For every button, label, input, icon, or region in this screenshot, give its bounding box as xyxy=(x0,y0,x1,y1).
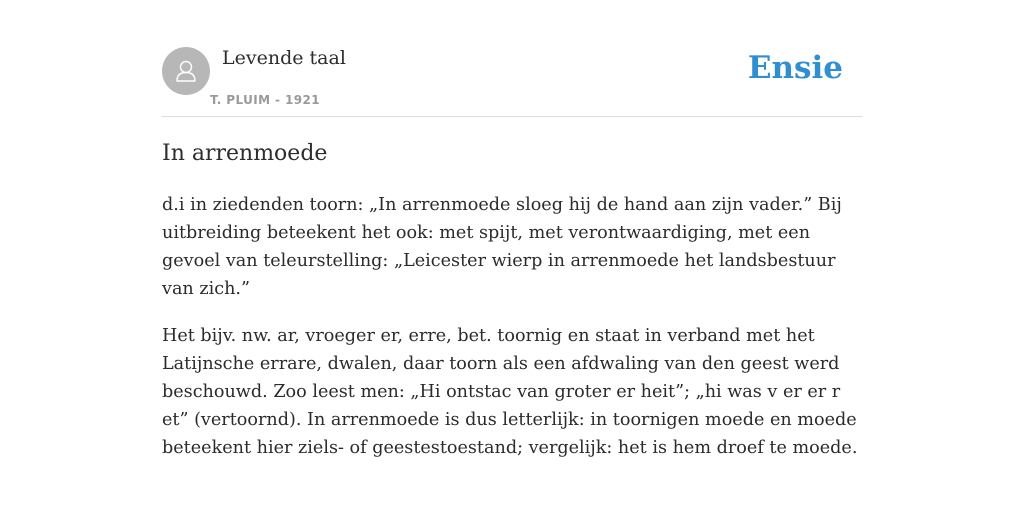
article-title: In arrenmoede xyxy=(162,141,328,166)
article xyxy=(162,139,862,481)
author-line[interactable]: T. PLUIM - 1921 xyxy=(210,93,320,107)
header xyxy=(162,46,862,117)
article-paragraph: d.i in ziedenden toorn: „In arrenmoede sloeg hij de hand aan zijn vader.” Bij uitbreiding beteekent het ook: met spijt, met verontwaardiging, met een gevoel van teleurstelling: „Leicester wierp in arrenmoede het landsbestuur van zich.” xyxy=(162,195,842,299)
user-icon xyxy=(171,56,201,86)
brand-logo[interactable]: Ensie xyxy=(747,50,843,86)
avatar[interactable] xyxy=(162,47,210,95)
article-paragraph: Het bijv. nw. ar, vroeger er, erre, bet. toornig en staat in verband met het Latijnsche errare, dwalen, daar toorn als een afdwaling van den geest werd beschouwd. Zoo leest men: „Hi ontstac van groter er heit”; „hi was v er er r et” (vertoornd). In arrenmoede is dus letterlijk: in toornigen moede en moede beteekent hier ziels- of geestestoestand; vergelijk: het is hem droef te moede. xyxy=(162,326,858,458)
source-title[interactable]: Levende taal xyxy=(222,47,346,69)
